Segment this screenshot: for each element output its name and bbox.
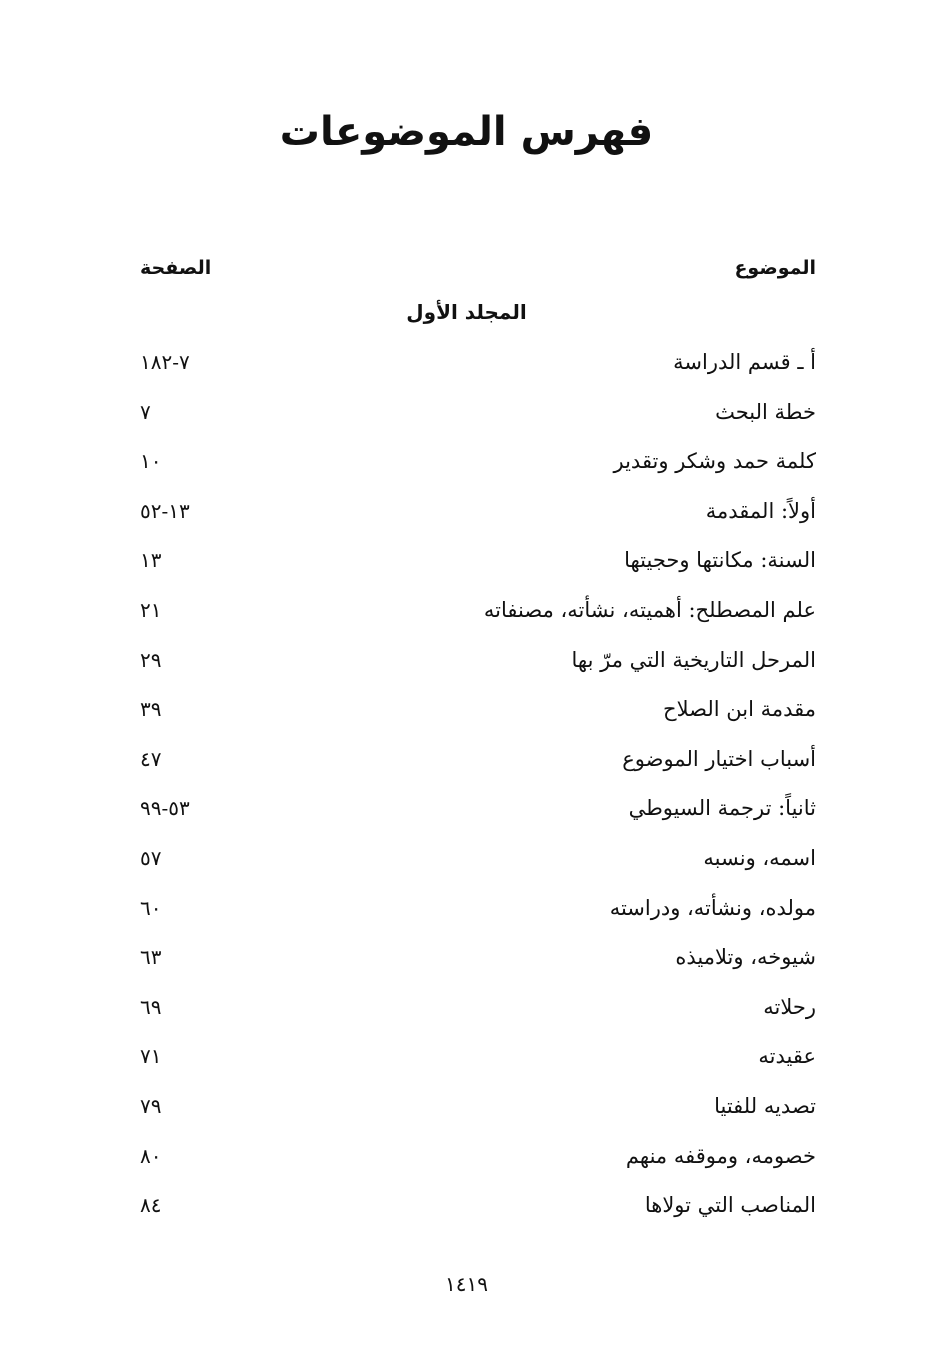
volume-heading: المجلد الأول — [406, 300, 527, 324]
toc-entry-page: ١٣-٥٢ — [140, 498, 190, 523]
toc-entry-page: ٤٧ — [140, 746, 162, 771]
toc-entry-topic: تصديه للفتيا — [714, 1093, 816, 1118]
toc-entry-topic: خطة البحث — [715, 399, 816, 424]
toc-entry-page: ٢١ — [140, 597, 162, 622]
toc-entry-page: ٢٩ — [140, 647, 162, 672]
column-header-page: الصفحة — [140, 257, 212, 279]
column-header-topic: الموضوع — [734, 257, 816, 279]
toc-entry-topic: كلمة حمد وشكر وتقدير — [613, 449, 816, 474]
toc-entry — [140, 788, 820, 838]
toc-entry — [140, 1185, 820, 1235]
page-title: فهرس الموضوعات — [279, 109, 654, 155]
toc-entry — [140, 987, 820, 1037]
toc-entry-topic: أ ـ قسم الدراسة — [673, 350, 816, 374]
toc-entry — [140, 392, 820, 442]
toc-entry-page: ٨٠ — [140, 1143, 162, 1168]
toc-entry — [140, 491, 820, 541]
toc-entry-topic: المناصب التي تولاها — [644, 1193, 816, 1218]
toc-entry-page: ٧١ — [140, 1044, 162, 1069]
toc-entry-topic: ثانياً: ترجمة السيوطي — [628, 796, 816, 821]
toc-entry — [140, 1136, 820, 1186]
toc-entry-topic: السنة: مكانتها وحجيتها — [624, 548, 816, 573]
toc-entry-topic: أسباب اختيار الموضوع — [622, 746, 816, 771]
toc-entry — [140, 937, 820, 987]
toc-entry-page: ٦٣ — [140, 945, 162, 970]
page-number: ١٤١٩ — [445, 1272, 488, 1296]
column-header-row — [140, 250, 820, 286]
toc-entry-page: ٨٤ — [140, 1193, 162, 1218]
toc-entry-page: ٣٩ — [140, 697, 162, 722]
toc-entry-topic: المرحل التاريخية التي مرّ بها — [571, 647, 816, 672]
toc-entry — [140, 640, 820, 690]
toc-entry-page: ٦٩ — [140, 994, 162, 1019]
toc-entry-page: ١٣ — [140, 548, 162, 573]
toc-entry-topic: علم المصطلح: أهميته، نشأته، مصنفاته — [483, 597, 816, 622]
toc-entry-page: ٧ — [140, 399, 151, 424]
toc-entry — [140, 540, 820, 590]
toc-entry-topic: أولاً: المقدمة — [705, 498, 816, 523]
toc-entry — [140, 888, 820, 938]
toc-entry-topic: خصومه، وموقفه منهم — [625, 1143, 816, 1168]
toc-entry — [140, 342, 820, 392]
toc-entry-topic: رحلاته — [763, 994, 816, 1019]
toc-entry-topic: اسمه، ونسبه — [703, 845, 816, 870]
toc-entry — [140, 1036, 820, 1086]
toc-entry — [140, 838, 820, 888]
toc-entry — [140, 441, 820, 491]
toc-entry-page: ٥٣-٩٩ — [140, 796, 190, 821]
toc-entry — [140, 1086, 820, 1136]
toc-entry-page: ٦٠ — [140, 895, 162, 920]
toc-entry-topic: شيوخه، وتلاميذه — [675, 945, 816, 970]
toc-entry-page: ٧-١٨٢ — [140, 350, 190, 374]
toc-entry-page: ٥٧ — [140, 845, 162, 870]
toc-entry — [140, 689, 820, 739]
toc-entry-page: ٧٩ — [140, 1093, 162, 1118]
toc-list — [140, 342, 820, 1235]
toc-entry-topic: مولده، ونشأته، ودراسته — [609, 895, 816, 920]
toc-entry — [140, 739, 820, 789]
toc-entry-page: ١٠ — [140, 449, 162, 474]
toc-entry — [140, 590, 820, 640]
toc-entry-topic: عقيدته — [758, 1044, 816, 1069]
toc-entry-topic: مقدمة ابن الصلاح — [663, 697, 816, 722]
